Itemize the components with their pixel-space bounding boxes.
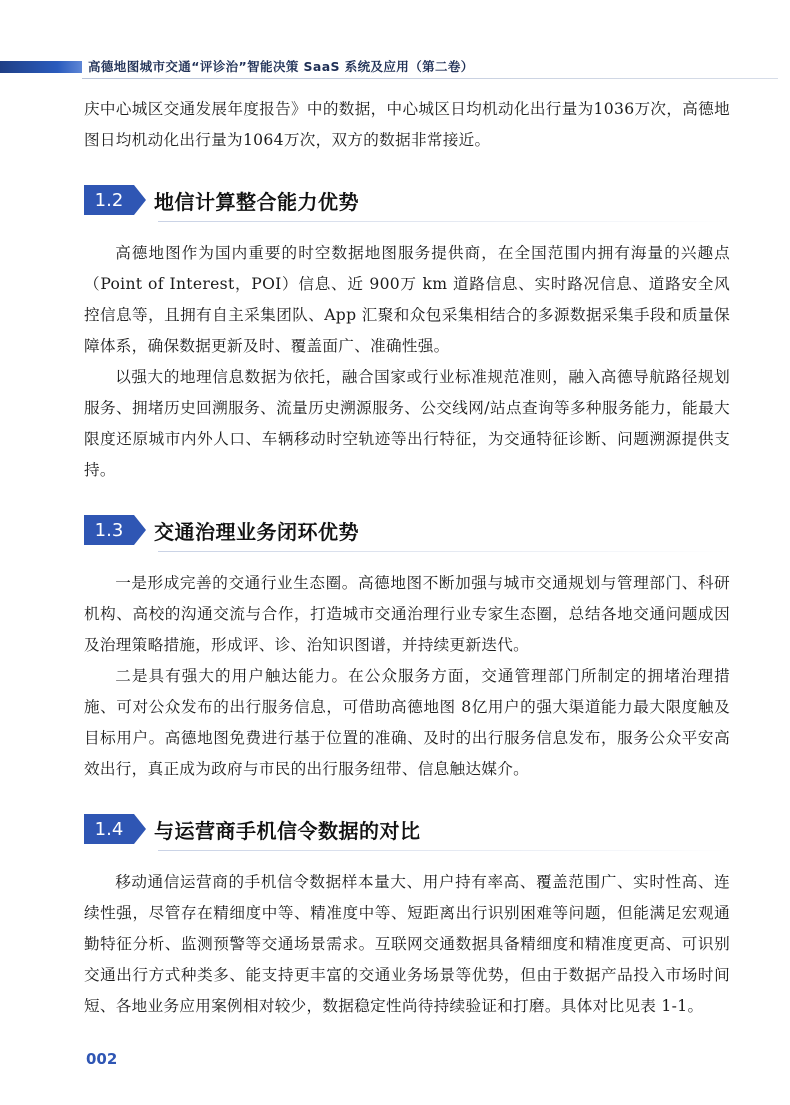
section-number-badge: 1.4 — [84, 814, 134, 844]
page-number: 002 — [86, 1050, 118, 1068]
section-heading-1-2 — [84, 178, 730, 222]
section-divider — [158, 551, 730, 552]
header-accent-bar — [0, 61, 82, 73]
intro-paragraph: 庆中心城区交通发展年度报告》中的数据，中心城区日均机动化出行量为1036万次，高德地图日均机动化出行量为1064万次，双方的数据非常接近。 — [84, 100, 730, 149]
body-paragraph: 移动通信运营商的手机信令数据样本量大、用户持有率高、覆盖范围广、实时性高、连续性强，尽管存在精细度中等、精准度中等、短距离出行识别困难等问题，但能满足宏观通勤特征分析、监测预警等交通场景需求。互联网交通数据具备精细度和精准度更高、可识别交通出行方式种类多、能支持更丰富的交通业务场景等优势，但由于数据产品投入市场时间短、各地业务应用案例相对较少，数据稳定性尚待持续验证和打磨。具体对比见表 1-1。 — [84, 873, 730, 1015]
body-paragraph: 一是形成完善的交通行业生态圈。高德地图不断加强与城市交通规划与管理部门、科研机构、高校的沟通交流与合作，打造城市交通治理行业专家生态圈，总结各地交通问题成因及治理策略措施，形成评、诊、治知识图谱，并持续更新迭代。 — [84, 574, 730, 654]
header-divider — [82, 78, 778, 79]
body-paragraph: 二是具有强大的用户触达能力。在公众服务方面，交通管理部门所制定的拥堵治理措施、可对公众发布的出行服务信息，可借助高德地图 8亿用户的强大渠道能力最大限度触及目标用户。高德地图免费进行基于位置的准确、及时的出行服务信息发布，服务公众平安高效出行，真正成为政府与市民的出行服务纽带、信息触达媒介。 — [84, 667, 730, 778]
section-heading-1-3 — [84, 508, 730, 552]
section-title: 地信计算整合能力优势 — [154, 189, 359, 214]
running-header-title: 高德地图城市交通“评诊治”智能决策 SaaS 系统及应用（第二卷） — [88, 59, 474, 74]
page-body — [84, 94, 730, 1022]
body-paragraph: 以强大的地理信息数据为依托，融合国家或行业标准规范准则，融入高德导航路径规划服务、拥堵历史回溯服务、流量历史溯源服务、公交线网/站点查询等多种服务能力，能最大限度还原城市内外人口、车辆移动时空轨迹等出行特征，为交通特征诊断、问题溯源提供支持。 — [84, 368, 730, 479]
section-title: 与运营商手机信令数据的对比 — [154, 818, 421, 843]
section-heading-1-4 — [84, 807, 730, 851]
section-divider — [158, 221, 730, 222]
section-title: 交通治理业务闭环优势 — [154, 519, 359, 544]
section-number-badge: 1.3 — [84, 515, 134, 545]
body-paragraph: 高德地图作为国内重要的时空数据地图服务提供商，在全国范围内拥有海量的兴趣点（Point of Interest，POI）信息、近 900万 km 道路信息、实时路况信息、道路安全风控信息等，且拥有自主采集团队、App 汇聚和众包采集相结合的多源数据采集手段和质量保障体系，确保数据更新及时、覆盖面广、准确性强。 — [84, 244, 730, 355]
section-divider — [158, 850, 730, 851]
section-number-badge: 1.2 — [84, 185, 134, 215]
running-header — [0, 54, 790, 80]
